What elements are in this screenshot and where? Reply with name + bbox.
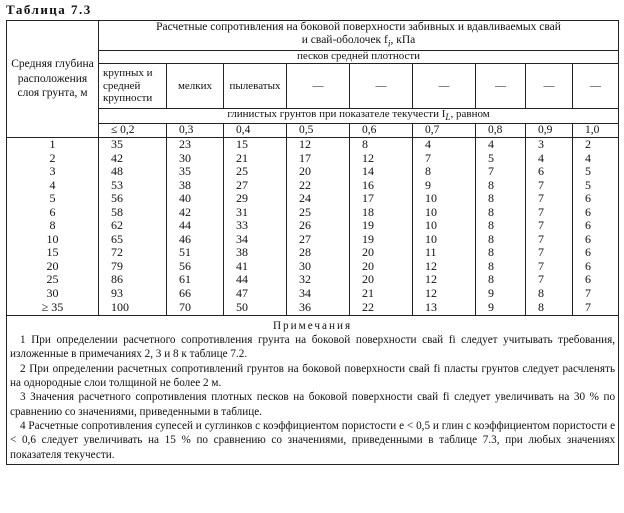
value-cell: 10 — [413, 232, 476, 246]
value-cell: 61 — [167, 273, 224, 287]
value-cell: 56 — [167, 259, 224, 273]
value-cell: 10 — [413, 219, 476, 233]
value-cell: 14 — [350, 165, 413, 179]
note-item: 2 При определении расчетных сопротивлений грунтов на боковой поверхности свай fi пласты грунтов следует расчленять на однородные слои толщиной не более 2 м. — [10, 362, 616, 390]
il-value: 0,9 — [526, 123, 573, 137]
value-cell: 6 — [573, 246, 619, 260]
value-cell: 13 — [413, 300, 476, 316]
value-cell: 8 — [476, 259, 526, 273]
note-item: 4 Расчетные сопротивления супесей и суглинков с коэффициентом пористости e < 0,5 и глин с коэффициентом пористости e < 0,6 следует увеличивать на 15 % по сравнению со значениями, приведенными в таблице 7.3, при любых значениях показателя текучести. — [10, 420, 616, 461]
value-cell: 5 — [573, 178, 619, 192]
value-cell: 53 — [99, 178, 167, 192]
table-row — [7, 151, 619, 165]
clay-group-text: глинистых грунтов при показателе текучести I — [227, 108, 446, 120]
value-cell: 42 — [99, 151, 167, 165]
value-cell: 38 — [167, 178, 224, 192]
table-title: Таблица 7.3 — [6, 2, 92, 17]
il-value: 0,3 — [167, 123, 224, 137]
value-cell: 48 — [99, 165, 167, 179]
value-cell: 23 — [167, 137, 224, 151]
value-cell: 56 — [99, 192, 167, 206]
table-row — [7, 137, 619, 151]
value-cell: 7 — [526, 273, 573, 287]
value-cell: 20 — [350, 246, 413, 260]
table-row — [7, 219, 619, 233]
value-cell: 8 — [526, 286, 573, 300]
table-row — [7, 205, 619, 219]
value-cell: 20 — [350, 259, 413, 273]
value-cell: 28 — [287, 246, 350, 260]
value-cell: 7 — [573, 286, 619, 300]
value-cell: 79 — [99, 259, 167, 273]
value-cell: 65 — [99, 232, 167, 246]
value-cell: 44 — [224, 273, 287, 287]
sand-type-fine: мелких — [167, 64, 224, 109]
il-value: 0,6 — [350, 123, 413, 137]
value-cell: 19 — [350, 232, 413, 246]
value-cell: 44 — [167, 219, 224, 233]
value-cell: 7 — [476, 165, 526, 179]
value-cell: 26 — [287, 219, 350, 233]
note-item: 1 При определении расчетного сопротивления грунта на боковой поверхности свай fi следует учитывать требования, изложенные в примечаниях 2, 3 и 8 к таблице 7.2. — [10, 334, 616, 361]
value-cell: 21 — [224, 151, 287, 165]
value-cell: 47 — [224, 286, 287, 300]
value-cell: 36 — [287, 300, 350, 316]
table-row — [7, 165, 619, 179]
notes-title: Примечания — [272, 319, 353, 332]
value-cell: 10 — [413, 192, 476, 206]
value-cell: 7 — [526, 259, 573, 273]
value-cell: 30 — [287, 259, 350, 273]
value-cell: 7 — [526, 219, 573, 233]
value-cell: 29 — [224, 192, 287, 206]
value-cell: 5 — [476, 151, 526, 165]
sand-type-coarse: крупных и средней крупности — [99, 64, 167, 109]
value-cell: 22 — [350, 300, 413, 316]
table-row — [7, 286, 619, 300]
value-cell: 12 — [287, 137, 350, 151]
sand-type-dash: — — [413, 64, 476, 109]
value-cell: 62 — [99, 219, 167, 233]
value-cell: 8 — [476, 205, 526, 219]
value-cell: 9 — [476, 286, 526, 300]
il-value: ≤ 0,2 — [99, 123, 167, 137]
notes-section — [7, 315, 619, 464]
depth-column-header: Средняя глубина расположения слоя грунта, м — [7, 21, 99, 138]
table-row — [7, 273, 619, 287]
table-row — [7, 246, 619, 260]
value-cell: 6 — [573, 192, 619, 206]
il-value: 0,5 — [287, 123, 350, 137]
table-row — [7, 192, 619, 206]
value-cell: 6 — [526, 165, 573, 179]
value-cell: 27 — [287, 232, 350, 246]
value-cell: 4 — [476, 137, 526, 151]
value-cell: 41 — [224, 259, 287, 273]
value-cell: 25 — [224, 165, 287, 179]
main-header-line2: и свай-оболочек f — [301, 34, 388, 47]
value-cell: 17 — [287, 151, 350, 165]
table-row — [7, 232, 619, 246]
value-cell: 25 — [287, 205, 350, 219]
value-cell: 34 — [287, 286, 350, 300]
value-cell: 35 — [99, 137, 167, 151]
sand-type-dash: — — [350, 64, 413, 109]
value-cell: 35 — [167, 165, 224, 179]
value-cell: 7 — [573, 300, 619, 316]
value-cell: 22 — [287, 178, 350, 192]
value-cell: 7 — [526, 178, 573, 192]
value-cell: 3 — [526, 137, 573, 151]
value-cell: 31 — [224, 205, 287, 219]
value-cell: 66 — [167, 286, 224, 300]
note-item: 3 Значения расчетного сопротивления плотных песков на боковой поверхности свай fi следует увеличивать на 30 % по сравнению со значениями, приведенными в таблице. — [10, 391, 616, 418]
value-cell: 11 — [413, 246, 476, 260]
depth-cell: 6 — [7, 205, 99, 219]
value-cell: 6 — [573, 259, 619, 273]
value-cell: 16 — [350, 178, 413, 192]
value-cell: 34 — [224, 232, 287, 246]
value-cell: 8 — [476, 192, 526, 206]
value-cell: 42 — [167, 205, 224, 219]
value-cell: 15 — [224, 137, 287, 151]
value-cell: 5 — [573, 165, 619, 179]
value-cell: 10 — [413, 205, 476, 219]
il-value: 0,4 — [224, 123, 287, 137]
resistance-table — [6, 20, 619, 465]
depth-cell: 2 — [7, 151, 99, 165]
value-cell: 9 — [476, 300, 526, 316]
depth-cell: 20 — [7, 259, 99, 273]
value-cell: 58 — [99, 205, 167, 219]
table-row — [7, 300, 619, 316]
value-cell: 30 — [167, 151, 224, 165]
value-cell: 17 — [350, 192, 413, 206]
il-value: 0,8 — [476, 123, 526, 137]
value-cell: 100 — [99, 300, 167, 316]
depth-cell: 4 — [7, 178, 99, 192]
value-cell: 40 — [167, 192, 224, 206]
value-cell: 38 — [224, 246, 287, 260]
value-cell: 9 — [413, 178, 476, 192]
table-row — [7, 259, 619, 273]
depth-cell: 10 — [7, 232, 99, 246]
clay-group-header — [99, 109, 619, 124]
main-header — [99, 21, 619, 51]
sand-group-header: песков средней плотности — [99, 51, 619, 64]
value-cell: 8 — [350, 137, 413, 151]
depth-cell: 25 — [7, 273, 99, 287]
value-cell: 8 — [476, 178, 526, 192]
value-cell: 6 — [573, 273, 619, 287]
depth-cell: ≥ 35 — [7, 300, 99, 316]
value-cell: 6 — [573, 205, 619, 219]
main-header-line1: Расчетные сопротивления на боковой поверхности забивных и вдавливаемых свай — [156, 21, 561, 34]
value-cell: 32 — [287, 273, 350, 287]
main-header-line2-sub: i — [387, 38, 391, 50]
value-cell: 7 — [413, 151, 476, 165]
value-cell: 12 — [413, 273, 476, 287]
sand-type-dash: — — [573, 64, 619, 109]
value-cell: 7 — [526, 232, 573, 246]
value-cell: 93 — [99, 286, 167, 300]
value-cell: 4 — [526, 151, 573, 165]
clay-group-post: , равном — [450, 108, 490, 120]
il-value: 0,7 — [413, 123, 476, 137]
il-value: 1,0 — [573, 123, 619, 137]
value-cell: 21 — [350, 286, 413, 300]
value-cell: 50 — [224, 300, 287, 316]
value-cell: 7 — [526, 246, 573, 260]
depth-cell: 8 — [7, 219, 99, 233]
value-cell: 12 — [413, 286, 476, 300]
value-cell: 20 — [287, 165, 350, 179]
table-body — [7, 137, 619, 315]
value-cell: 4 — [413, 137, 476, 151]
value-cell: 20 — [350, 273, 413, 287]
value-cell: 2 — [573, 137, 619, 151]
value-cell: 7 — [526, 205, 573, 219]
value-cell: 8 — [476, 232, 526, 246]
value-cell: 6 — [573, 219, 619, 233]
depth-cell: 15 — [7, 246, 99, 260]
value-cell: 70 — [167, 300, 224, 316]
depth-cell: 30 — [7, 286, 99, 300]
depth-cell: 5 — [7, 192, 99, 206]
value-cell: 8 — [476, 273, 526, 287]
sand-type-dash: — — [476, 64, 526, 109]
main-header-line2-unit: , кПа — [390, 34, 416, 47]
value-cell: 8 — [526, 300, 573, 316]
table-row — [7, 178, 619, 192]
sand-type-dash: — — [287, 64, 350, 109]
value-cell: 8 — [413, 165, 476, 179]
value-cell: 19 — [350, 219, 413, 233]
value-cell: 27 — [224, 178, 287, 192]
depth-cell: 3 — [7, 165, 99, 179]
value-cell: 33 — [224, 219, 287, 233]
sand-type-silty: пылеватых — [224, 64, 287, 109]
value-cell: 51 — [167, 246, 224, 260]
value-cell: 12 — [350, 151, 413, 165]
value-cell: 4 — [573, 151, 619, 165]
value-cell: 18 — [350, 205, 413, 219]
value-cell: 8 — [476, 219, 526, 233]
value-cell: 12 — [413, 259, 476, 273]
value-cell: 7 — [526, 192, 573, 206]
value-cell: 46 — [167, 232, 224, 246]
value-cell: 86 — [99, 273, 167, 287]
value-cell: 24 — [287, 192, 350, 206]
depth-cell: 1 — [7, 137, 99, 151]
value-cell: 72 — [99, 246, 167, 260]
clay-group-sub: L — [445, 112, 451, 123]
value-cell: 8 — [476, 246, 526, 260]
sand-type-dash: — — [526, 64, 573, 109]
value-cell: 6 — [573, 232, 619, 246]
